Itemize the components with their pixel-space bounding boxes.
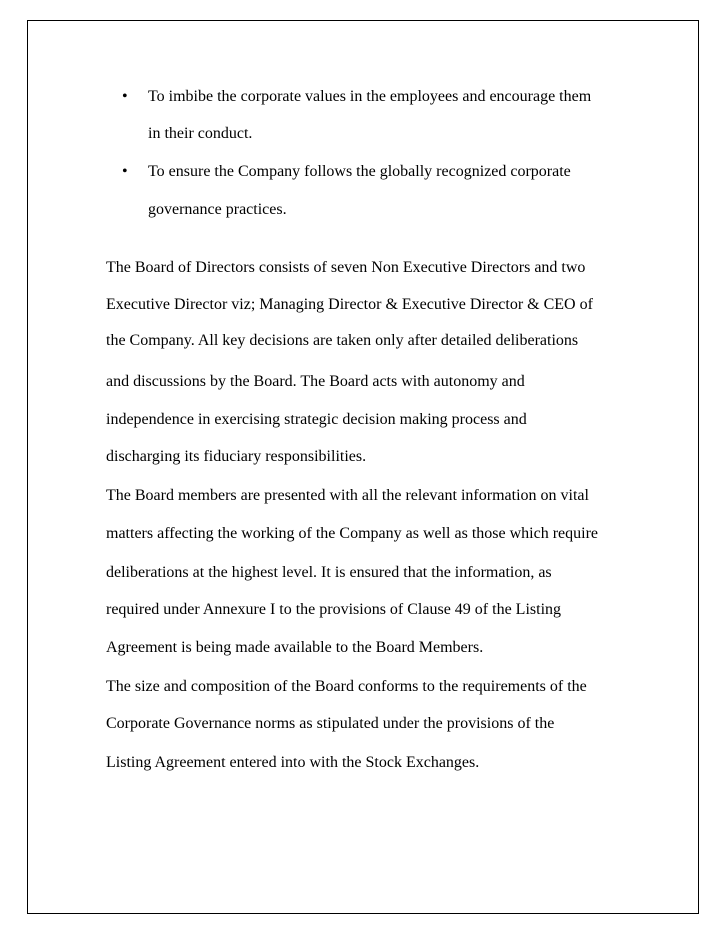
bullet-item-2-line-2: governance practices. (148, 201, 287, 218)
bullet-item-2-line-1: To ensure the Company follows the globally recognized corporate (148, 163, 571, 180)
paragraph-1-line-6: discharging its fiduciary responsibilities. (106, 448, 367, 465)
paragraph-2-line-2: matters affecting the working of the Company as well as those which require (106, 525, 599, 542)
bullet-item-1-line-2: in their conduct. (148, 125, 253, 142)
paragraph-1-line-2: Executive Director viz; Managing Director & Executive Director & CEO of (106, 296, 593, 313)
paragraph-3-line-3: Listing Agreement entered into with the Stock Exchanges. (106, 754, 480, 771)
paragraph-2-line-3: deliberations at the highest level. It is ensured that the information, as (106, 564, 552, 581)
bullet-item-1-line-1: To imbibe the corporate values in the employees and encourage them (148, 88, 592, 105)
paragraph-1-line-5: independence in exercising strategic decision making process and (106, 411, 527, 428)
paragraph-1-line-1: The Board of Directors consists of seven Non Executive Directors and two (106, 259, 586, 276)
paragraph-2-line-1: The Board members are presented with all the relevant information on vital (106, 487, 589, 504)
paragraph-2-line-5: Agreement is being made available to the Board Members. (106, 639, 484, 656)
paragraph-3-line-1: The size and composition of the Board conforms to the requirements of the (106, 678, 587, 695)
paragraph-3-line-2: Corporate Governance norms as stipulated under the provisions of the (106, 715, 555, 732)
bullet-marker: • (122, 163, 128, 180)
paragraph-2-line-4: required under Annexure I to the provisions of Clause 49 of the Listing (106, 601, 562, 618)
page-border (27, 20, 699, 914)
paragraph-1-line-4: and discussions by the Board. The Board acts with autonomy and (106, 373, 525, 390)
bullet-marker: • (122, 88, 128, 105)
paragraph-1-line-3: the Company. All key decisions are taken only after detailed deliberations (106, 332, 579, 349)
